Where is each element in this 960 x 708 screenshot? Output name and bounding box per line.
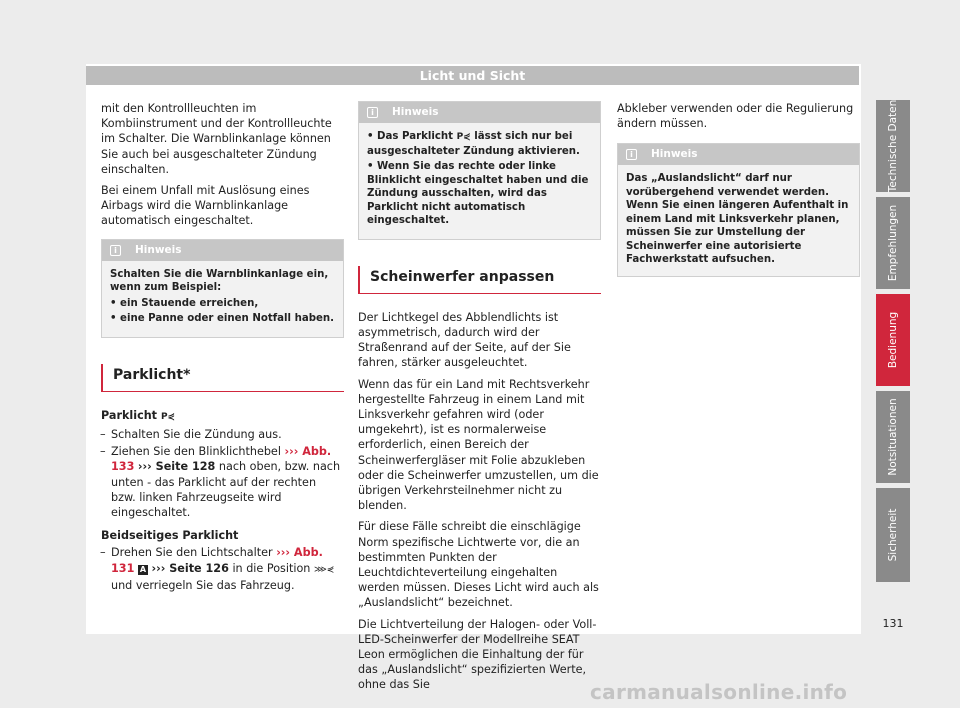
info-icon: i (626, 149, 637, 160)
info-icon: i (110, 245, 121, 256)
info-icon: i (367, 107, 378, 118)
hinweis-body (359, 123, 600, 239)
parking-light-icon: P⋞ (456, 132, 471, 142)
column-2 (358, 101, 601, 699)
hinweis-bullet: • ein Stauende erreichen, (110, 297, 259, 309)
watermark: carmanualsonline.info (590, 680, 848, 704)
callout-a-icon: A (139, 564, 147, 574)
page-link[interactable]: ››› Seite 128 (137, 460, 216, 474)
tab-technische-daten[interactable]: Technische Daten (876, 100, 910, 192)
hinweis-header (102, 240, 343, 261)
list-item: – Ziehen Sie den Blinklichthebel ››› Abb. 133 ››› Seite 128 nach oben, bzw. nach unten - das Parklicht auf der rechten bzw. linken Fahrzeugseite wird eingeschaltet. (101, 444, 344, 520)
hinweis-body (102, 261, 343, 337)
hinweis-bullet: • Wenn Sie das rechte oder linke Blinklicht eingeschaltet haben und die Zündung ausschalten, wird das Parklicht nicht automatisch eingeschaltet. (367, 161, 589, 226)
paragraph: Wenn das für ein Land mit Rechtsverkehr hergestellte Fahrzeug in einem Land mit Linksverkehr gefahren wird (oder umgekehrt), ist es normalerweise erforderlich, einen Bereich der Scheinwerfergläser mit Folie abzukleben oder die Scheinwerfer umzustellen, um die übrigen Verkehrsteilnehmer nicht zu blenden. (358, 377, 599, 513)
hinweis-box (358, 101, 601, 240)
hinweis-title: Hinweis (135, 243, 182, 256)
column-1 (101, 101, 344, 595)
page-title: Licht und Sicht (419, 68, 526, 83)
tab-notsituationen[interactable]: Notsituationen (876, 391, 910, 483)
column-3 (617, 101, 860, 287)
paragraph: Für diese Fälle schreibt die einschlägige Norm spezifische Lichtwerte vor, die an bestimmten Punkten der Leuchtdichteverteilung eingehalten werden müssen. Dieses Licht wird auch als „Auslandslicht“ bezeichnet. (358, 520, 599, 610)
hinweis-bullet: • Das Parklicht P⋞ lässt sich nur bei ausgeschalteter Zündung aktivieren. (367, 131, 580, 157)
parking-light-switch-icon: ⋙⋞ (313, 564, 335, 575)
tab-empfehlungen[interactable]: Empfehlungen (876, 197, 910, 289)
page-number: 131 (882, 617, 904, 630)
hinweis-body: Das „Auslandslicht“ darf nur vorübergehend verwendet werden. Wenn Sie einen längeren Aufenthalt in einem Land mit Linksverkehr planen, müssen Sie zur Umstellung der Scheinwerfer eine autorisierte Fachwerkstatt aufsuchen. (626, 173, 849, 266)
figure-link[interactable]: ››› Abb. 131 (111, 546, 323, 575)
subheading-parklicht: Parklicht P⋞ (101, 408, 344, 425)
hinweis-header (618, 144, 859, 165)
subheading-beidseitig: Beidseitiges Parklicht (101, 529, 239, 543)
paragraph: Bei einem Unfall mit Auslösung eines Airbags wird die Warnblinkanlage automatisch eingeschaltet. (101, 184, 310, 228)
tab-bedienung[interactable]: Bedienung (876, 294, 910, 386)
paragraph: Die Lichtverteilung der Halogen- oder Voll-LED-Scheinwerfer der Modellreihe SEAT Leon ermöglichen die Einhaltung der für das „Auslandslicht“ spezifizierten Werte, ohne das Sie (358, 617, 597, 692)
hinweis-header (359, 102, 600, 123)
parking-light-icon: P⋞ (160, 411, 176, 422)
hinweis-title: Hinweis (392, 106, 439, 118)
list-item: – Schalten Sie die Zündung aus. (101, 427, 344, 442)
hinweis-bullet: • eine Panne oder einen Notfall haben. (110, 313, 335, 325)
paragraph: Der Lichtkegel des Abblendlichts ist asymmetrisch, dadurch wird der Straßenrand auf der Seite, auf der Sie fahren, stärker ausgeleuchtet. (358, 310, 571, 370)
hinweis-intro: Schalten Sie die Warnblinkanlage ein, wenn zum Beispiel: (110, 268, 329, 294)
hinweis-box (101, 239, 344, 338)
hinweis-title: Hinweis (651, 148, 698, 161)
section-title-parklicht: Parklicht* (101, 364, 344, 392)
hinweis-box (617, 143, 860, 277)
paragraph: Abkleber verwenden oder die Regulierung ändern müssen. (617, 102, 854, 131)
section-title-scheinwerfer: Scheinwerfer anpassen (358, 266, 601, 294)
tab-sicherheit[interactable]: Sicherheit (876, 488, 910, 582)
paragraph: mit den Kontrollleuchten im Kombiinstrument und der Kontrollleuchte im Schalter. Die Warnblinkanlage können Sie auch bei ausgeschalteter Zündung einschalten. (101, 102, 332, 176)
figure-link[interactable]: ››› Abb. 133 (111, 445, 332, 474)
list-item: – Drehen Sie den Lichtschalter ››› Abb. 131 A ››› Seite 126 in die Position ⋙⋞ und verriegeln Sie das Fahrzeug. (101, 545, 344, 593)
page-link[interactable]: ››› Seite 126 (151, 561, 229, 575)
